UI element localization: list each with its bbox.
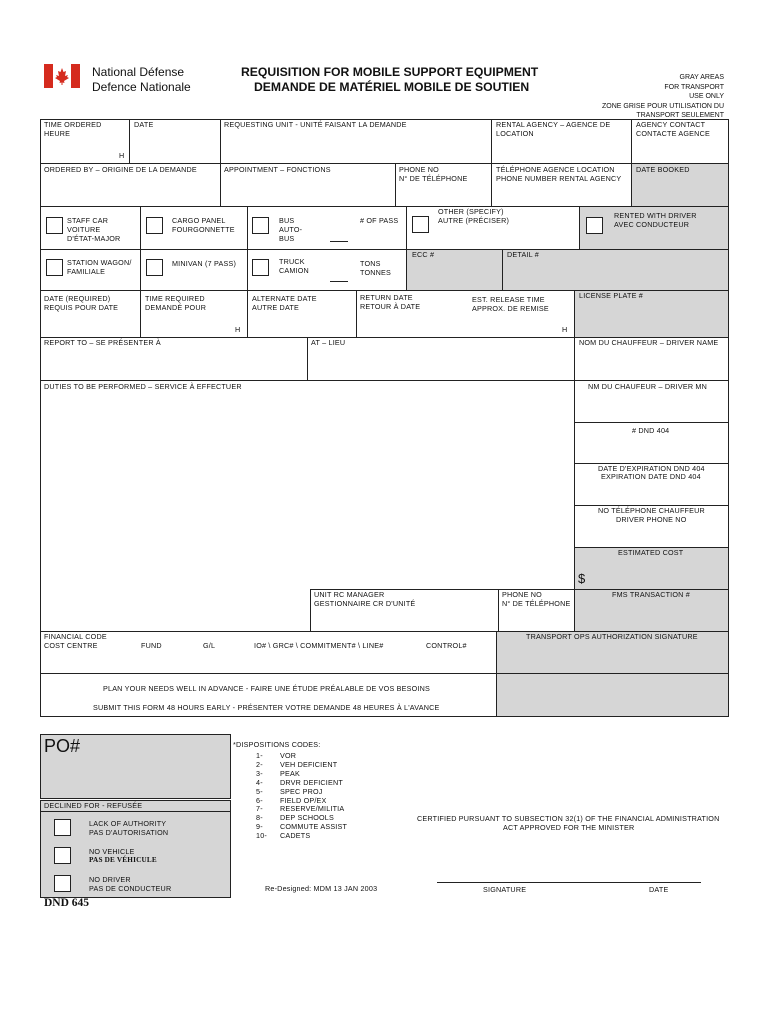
agency-contact-label-fr: CONTACTE AGENCE <box>636 129 710 138</box>
license-plate-label: LICENSE PLATE # <box>579 291 643 300</box>
alternate-date-label-fr: AUTRE DATE <box>252 303 299 312</box>
date-label: DATE <box>134 120 154 129</box>
no-driver-label: NO DRIVER <box>89 875 131 884</box>
transport-signature-label: TRANSPORT OPS AUTHORIZATION SIGNATURE <box>526 632 698 641</box>
alternate-date-label: ALTERNATE DATE <box>252 294 317 303</box>
ordered-by-label: ORDERED BY – ORIGINE DE LA DEMANDE <box>44 165 197 174</box>
canada-flag <box>44 64 80 88</box>
expiry-label-en: EXPIRATION DATE DND 404 <box>601 472 701 481</box>
release-time-label-fr: APPROX. DE REMISE <box>472 304 549 313</box>
station-wagon-label-fr: FAMILIALE <box>67 267 106 276</box>
signature-label: SIGNATURE <box>483 885 527 894</box>
rental-agency-label-fr: LOCATION <box>496 129 534 138</box>
hour-marker: H <box>119 151 125 160</box>
form-number: DND 645 <box>44 897 90 909</box>
declined-divider <box>40 811 231 812</box>
truck-label-fr: CAMION <box>279 266 309 275</box>
agency-contact-label: AGENCY CONTACT <box>636 120 706 129</box>
report-to-label: REPORT TO – SE PRÉSENTER À <box>44 338 161 347</box>
at-location-label: AT – LIEU <box>311 338 346 347</box>
time-ordered-label-fr: HEURE <box>44 129 71 138</box>
no-driver-label-fr: PAS DE CONDUCTEUR <box>89 884 172 893</box>
time-required-label-fr: DEMANDÉ POUR <box>145 303 207 312</box>
appointment-label: APPOINTMENT – FONCTIONS <box>224 165 331 174</box>
transport-divider <box>496 673 729 674</box>
code-item: 5- SPEC PROJ <box>256 786 323 796</box>
code-item: 1- VOR <box>256 751 297 760</box>
driver-name-label: NOM DU CHAUFFEUR – DRIVER NAME <box>579 338 719 347</box>
no-vehicle-label: NO VEHICLE <box>89 847 135 856</box>
unit-phone-label-fr: N° DE TÉLÉPHONE <box>502 599 571 608</box>
date-required-label-fr: REQUIS POUR DATE <box>44 303 119 312</box>
code-item: 9- COMMUTE ASSIST <box>256 822 348 832</box>
notice-submit: SUBMIT THIS FORM 48 HOURS EARLY - PRÉSENTER VOTRE DEMANDE 48 HEURES À L'AVANCE <box>93 703 440 712</box>
code-item: 2- VEH DEFICIENT <box>256 759 338 769</box>
fund-label: FUND <box>141 641 162 650</box>
rented-with-driver-label-fr: AVEC CONDUCTEUR <box>614 220 690 229</box>
dispositions-title: *DISPOSITIONS CODES: <box>233 740 321 749</box>
time-required-h: H <box>235 325 241 334</box>
tons-line[interactable] <box>330 281 348 282</box>
agency-phone-label: TÉLÉPHONE AGENCE LOCATION <box>496 165 615 174</box>
staff-car-checkbox[interactable] <box>46 217 63 234</box>
financial-code-label: FINANCIAL CODE <box>44 632 107 641</box>
cargo-panel-label-fr: FOURGONNETTE <box>172 225 235 234</box>
staff-car-label-fr2: D'ÉTAT-MAJOR <box>67 234 121 243</box>
fms-transaction-label: FMS TRANSACTION # <box>612 590 690 599</box>
expiry-label: DATE D'EXPIRATION DND 404 <box>598 464 705 473</box>
other-checkbox[interactable] <box>412 216 429 233</box>
return-date-label: RETURN DATE <box>360 293 413 302</box>
other-label-fr: AUTRE (PRÉCISER) <box>438 216 510 225</box>
unit-phone-label: PHONE NO <box>502 590 542 599</box>
tons-label-fr: TONNES <box>360 268 392 277</box>
date-required-label: DATE (REQUIRED) <box>44 294 111 303</box>
release-time-label: EST. RELEASE TIME <box>472 295 545 304</box>
gl-label: G/L <box>203 641 216 650</box>
duties-label: DUTIES TO BE PERFORMED – SERVICE À EFFECTUER <box>44 382 242 391</box>
declined-label: DECLINED FOR - REFUSÉE <box>44 801 143 810</box>
code-item: 6- FIELD OP/EX <box>256 795 327 805</box>
num-pass-label: # OF PASS <box>360 216 399 225</box>
gray-areas-note: GRAY AREAS FOR TRANSPORT USE ONLY ZONE GRISE POUR UTILISATION DU TRANSPORT SEULEMENT <box>602 74 724 120</box>
dispositions-list <box>256 752 347 841</box>
code-item: 8- DEP SCHOOLS <box>256 813 334 823</box>
po-label: PO# <box>44 736 81 756</box>
no-driver-checkbox[interactable] <box>54 875 71 892</box>
truck-label: TRUCK <box>279 257 305 266</box>
date-signed-label: DATE <box>649 885 669 894</box>
phone-label: PHONE NO <box>399 165 439 174</box>
rental-agency-label: RENTAL AGENCY – AGENCE DE <box>496 120 611 129</box>
estimated-cost-label: ESTIMATED COST <box>618 548 684 557</box>
certified-text: CERTIFIED PURSUANT TO SUBSECTION 32(1) OF THE FINANCIAL ADMINISTRATION <box>417 814 720 823</box>
bus-checkbox[interactable] <box>252 217 269 234</box>
requesting-unit-label: REQUESTING UNIT - UNITÉ FAISANT LA DEMANDE <box>224 120 407 129</box>
detail-label: DETAIL # <box>507 250 539 259</box>
unit-rc-label: UNIT RC MANAGER <box>314 590 385 599</box>
code-item: 7- RESERVE/MILITIA <box>256 804 345 814</box>
release-time-h: H <box>562 325 568 334</box>
return-date-label-fr: RETOUR À DATE <box>360 302 421 311</box>
department-name-en: National Défense <box>92 65 185 79</box>
time-ordered-label: TIME ORDERED <box>44 120 102 129</box>
minivan-checkbox[interactable] <box>146 259 163 276</box>
bus-label-2: AUTO- <box>279 225 303 234</box>
redesigned-note: Re-Designed: MDM 13 JAN 2003 <box>265 884 378 893</box>
no-vehicle-label-fr: PAS DE VÉHICULE <box>89 856 157 864</box>
lack-authority-checkbox[interactable] <box>54 819 71 836</box>
time-required-label: TIME REQUIRED <box>145 294 205 303</box>
num-pass-line[interactable] <box>330 241 348 242</box>
form-title-fr: DEMANDE DE MATÉRIEL MOBILE DE SOUTIEN <box>254 80 530 94</box>
financial-code-field[interactable] <box>40 631 497 674</box>
other-label: OTHER (SPECIFY) <box>438 207 504 216</box>
code-item: 4- DRVR DEFICIENT <box>256 777 343 787</box>
form-title-en: REQUISITION FOR MOBILE SUPPORT EQUIPMENT <box>241 65 539 79</box>
cargo-panel-label: CARGO PANEL <box>172 216 226 225</box>
phone-label-fr: N° DE TÉLÉPHONE <box>399 174 468 183</box>
lack-authority-label-fr: PAS D'AUTORISATION <box>89 828 169 837</box>
minivan-label: MINIVAN (7 PASS) <box>172 259 237 268</box>
date-booked-label: DATE BOOKED <box>636 165 690 174</box>
code-item: 3- PEAK <box>256 768 300 778</box>
dnd404-label: # DND 404 <box>632 426 670 435</box>
at-location-field[interactable] <box>307 337 575 381</box>
truck-checkbox[interactable] <box>252 259 269 276</box>
agency-phone-label-en: PHONE NUMBER RENTAL AGENCY <box>496 174 622 183</box>
station-wagon-label: STATION WAGON/ <box>67 258 132 267</box>
driver-phone-label-en: DRIVER PHONE NO <box>616 515 687 524</box>
cost-centre-label: COST CENTRE <box>44 641 98 650</box>
io-grc-label: IO# \ GRC# \ COMMITMENT# \ LINE# <box>254 641 384 650</box>
notice-plan: PLAN YOUR NEEDS WELL IN ADVANCE - FAIRE UNE ÉTUDE PRÉALABLE DE VOS BESOINS <box>103 684 431 693</box>
bus-label: BUS <box>279 216 295 225</box>
ecc-label: ECC # <box>412 250 435 259</box>
station-wagon-checkbox[interactable] <box>46 259 63 276</box>
staff-car-label-fr: VOITURE <box>67 225 101 234</box>
code-item: 10- CADETS <box>256 831 311 841</box>
vehicle-cell-bus <box>247 206 407 250</box>
cargo-panel-checkbox[interactable] <box>146 217 163 234</box>
staff-car-label: STAFF CAR <box>67 216 109 225</box>
rented-with-driver-label: RENTED WITH DRIVER <box>614 211 697 220</box>
bus-label-3: BUS <box>279 234 295 243</box>
driver-phone-label: NO TÉLÉPHONE CHAUFFEUR <box>598 506 705 515</box>
transport-signature-field[interactable] <box>496 631 729 717</box>
lack-authority-label: LACK OF AUTHORITY <box>89 819 167 828</box>
signature-line[interactable] <box>437 882 701 883</box>
control-label: CONTROL# <box>426 641 467 650</box>
certified-text-2: ACT APPROVED FOR THE MINISTER <box>503 823 635 832</box>
no-vehicle-checkbox[interactable] <box>54 847 71 864</box>
tons-label: TONS <box>360 259 381 268</box>
dollar-sign: $ <box>578 571 586 586</box>
unit-rc-label-fr: GESTIONNAIRE CR D'UNITÉ <box>314 599 416 608</box>
rented-with-driver-checkbox[interactable] <box>586 217 603 234</box>
driver-mn-label: NM DU CHAUFEUR – DRIVER MN <box>588 382 708 391</box>
department-name-fr: Defence Nationale <box>92 80 191 94</box>
